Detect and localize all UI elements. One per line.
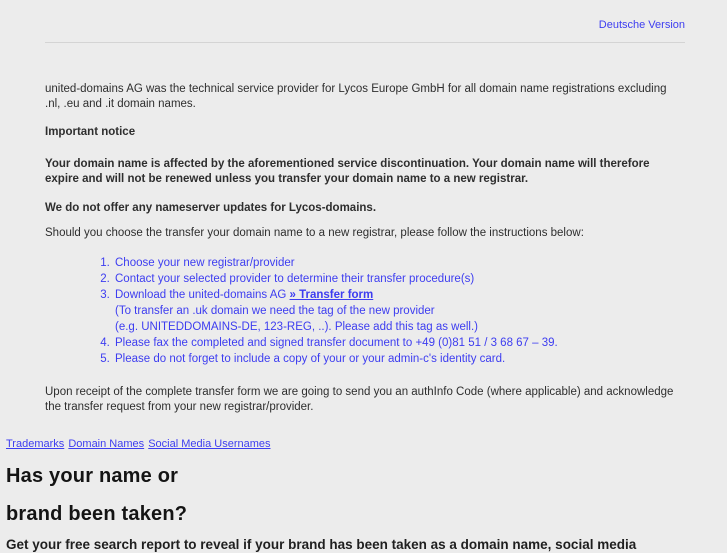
footer-headline-line-1: Has your name or bbox=[6, 465, 179, 487]
transfer-step-4 bbox=[113, 335, 685, 351]
instructions-intro: Should you choose the transfer your domain name to a new registrar, please follow the instructions below: bbox=[45, 227, 584, 239]
footer-link-social-media-usernames[interactable]: Social Media Usernames bbox=[148, 438, 271, 450]
intro-paragraph: united-domains AG was the technical service provider for Lycos Europe GmbH for all domain name registrations excluding .nl, .eu and .it domain names. bbox=[45, 83, 667, 110]
warning-paragraph-nameserver: We do not offer any nameserver updates for Lycos-domains. bbox=[45, 202, 377, 214]
footer-section bbox=[0, 438, 727, 553]
header-divider bbox=[45, 42, 685, 43]
transfer-step-2 bbox=[113, 271, 685, 287]
transfer-step-3 bbox=[113, 287, 685, 335]
footer-links bbox=[6, 438, 727, 451]
transfer-step-3-note-line-2: (e.g. UNITEDDOMAINS-DE, 123-REG, ..). Please add this tag as well.) bbox=[115, 321, 479, 333]
transfer-step-3-text: Download the united-domains AG bbox=[115, 289, 290, 301]
footer-headline-line-2: brand been taken? bbox=[6, 503, 188, 525]
language-switch-link[interactable]: Deutsche Version bbox=[598, 19, 685, 31]
transfer-step-4-text: Please fax the completed and signed transfer document to +49 (0)81 51 / 3 68 67 – 39. bbox=[115, 337, 558, 349]
transfer-step-2-text: Contact your selected provider to determine their transfer procedure(s) bbox=[115, 273, 475, 285]
transfer-step-5-text: Please do not forget to include a copy of your or your admin-c's identity card. bbox=[115, 353, 506, 365]
warning-paragraph-expiry: Your domain name is affected by the aforementioned service discontinuation. Your domain name will therefore expire and will not be renewed unless you transfer your domain name to a new registrar. bbox=[45, 158, 650, 185]
transfer-step-1-text: Choose your new registrar/provider bbox=[115, 257, 295, 269]
closing-paragraph: Upon receipt of the complete transfer form we are going to send you an authInfo Code (where applicable) and acknowledge the transfer request from your new registrar/provider. bbox=[45, 386, 674, 413]
language-row bbox=[45, 0, 685, 32]
transfer-step-5 bbox=[113, 351, 685, 367]
transfer-form-link[interactable]: » Transfer form bbox=[289, 289, 374, 301]
footer-link-domain-names[interactable]: Domain Names bbox=[68, 438, 145, 450]
footer-link-trademarks[interactable]: Trademarks bbox=[6, 438, 65, 450]
transfer-steps-list bbox=[45, 255, 685, 367]
transfer-step-3-note-line-1: (To transfer an .uk domain we need the tag of the new provider bbox=[115, 305, 435, 317]
transfer-step-1 bbox=[113, 255, 685, 271]
important-notice-heading: Important notice bbox=[45, 126, 136, 138]
footer-teaser-text: Get your free search report to reveal if your brand has been taken as a domain name, social media bbox=[6, 537, 637, 552]
